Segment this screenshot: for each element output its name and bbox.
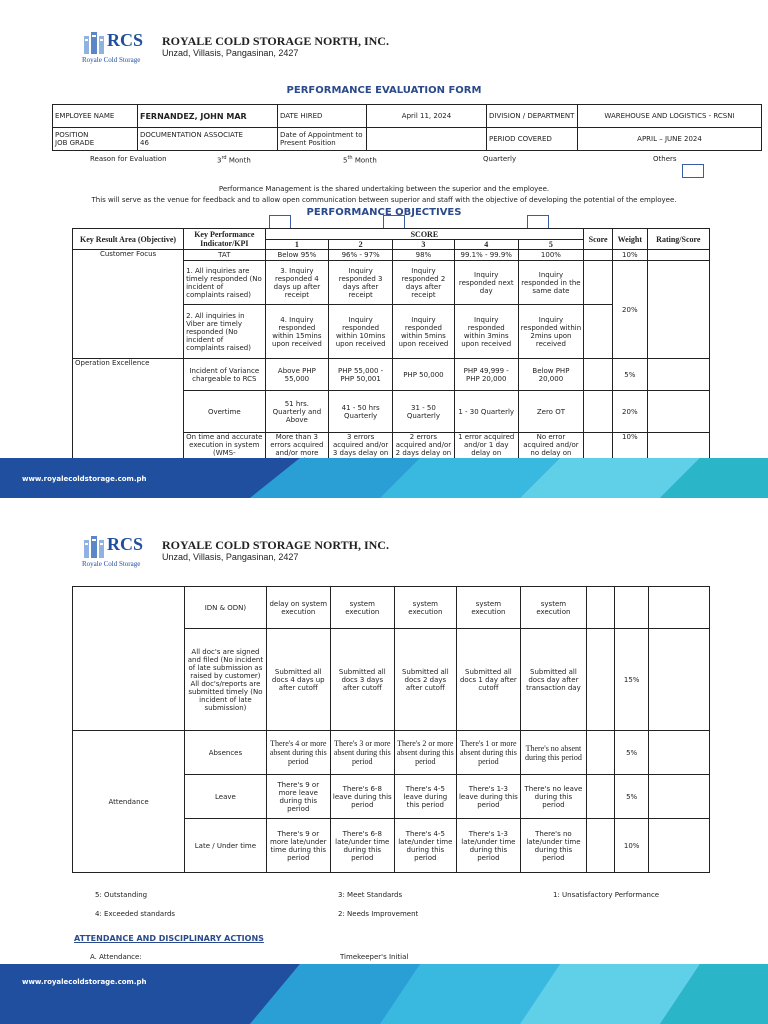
score-input[interactable]: [586, 629, 614, 731]
rating-input[interactable]: [647, 261, 709, 359]
score-cell: There's 1-3 leave during this period: [456, 775, 520, 819]
rating-input[interactable]: [649, 587, 710, 629]
logo-text: RCS: [107, 30, 144, 50]
score-cell: Submitted all docs 2 days after cutoff: [394, 629, 456, 731]
score-cell: 3 errors acquired and/or 3 days delay on: [329, 433, 393, 481]
score-cell: Below 95%: [265, 250, 329, 261]
score-cell: system execution: [456, 587, 520, 629]
kpi-header: Key Performance Indicator/KPI: [184, 229, 265, 250]
legend-outstanding: 5: Outstanding: [95, 891, 148, 899]
score-input[interactable]: [584, 261, 613, 305]
3rd-month-checkbox[interactable]: [269, 215, 291, 229]
intro-line-2: This will serve as the venue for feedback and to allow open communication between superior and staff with the objective of developing the potential of the employee.: [91, 196, 677, 204]
objectives-table-page1: [72, 228, 710, 481]
division-label: DIVISION / DEPARTMENT: [487, 105, 578, 128]
score-cell: Inquiry responded within 3mins upon received: [454, 305, 518, 359]
intro-line-1: Performance Management is the shared undertaking between the superior and the employee.: [218, 185, 550, 193]
score-cell: 96% - 97%: [329, 250, 393, 261]
appointment-label: Date of Appointment to Present Position: [278, 128, 367, 151]
date-hired-value: April 11, 2024: [367, 105, 487, 128]
score-input[interactable]: [584, 391, 613, 433]
score-cell: Inquiry responded within 2mins upon received: [518, 305, 584, 359]
score-cell: Submitted all docs 1 day after cutoff: [456, 629, 520, 731]
company-name: ROYALE COLD STORAGE NORTH, INC.: [162, 538, 389, 552]
period-value: APRIL – JUNE 2024: [578, 128, 762, 151]
position-value: DOCUMENTATION ASSOCIATE: [140, 131, 243, 139]
score-input[interactable]: [586, 731, 614, 775]
footer-url[interactable]: www.royalecoldstorage.com.ph: [22, 978, 147, 986]
score-cell: Submitted all docs 4 days up after cutoff: [266, 629, 330, 731]
score-cell: There's 6-8 leave during this period: [330, 775, 394, 819]
kpi-cell: TAT: [184, 250, 265, 261]
rating-input[interactable]: [647, 359, 709, 391]
weight-cell: [614, 587, 648, 629]
legend-unsatisfactory: 1: Unsatisfactory Performance: [553, 891, 660, 899]
division-value: WAREHOUSE AND LOGISTICS - RCSNI: [578, 105, 762, 128]
kpi-cell: 2. All inquiries in Viber are timely responded (No incident of complaints raised): [184, 305, 265, 359]
weight-cell: 10%: [614, 819, 648, 873]
table-row-tat: [73, 250, 710, 261]
reason-label: Reason for Evaluation: [90, 155, 167, 163]
rating-input[interactable]: [649, 629, 710, 731]
score-cell: Inquiry responded in the same date: [518, 261, 584, 305]
weight-cell: 5%: [614, 731, 648, 775]
objectives-title: PERFORMANCE OBJECTIVES: [306, 207, 462, 218]
table-row-variance: [73, 359, 710, 391]
page-footer-2: [0, 964, 768, 1024]
quarterly-checkbox[interactable]: [527, 215, 549, 229]
rating-input[interactable]: [649, 731, 710, 775]
table-row-ontime-continued: [73, 587, 710, 629]
score-cell: 100%: [518, 250, 584, 261]
kpi-cell: 1. All inquiries are timely responded (No incident of complaints raised): [184, 261, 265, 305]
score-cell: PHP 50,000: [393, 359, 455, 391]
logo-subtitle: Royale Cold Storage: [82, 560, 141, 568]
page-footer-1: [0, 458, 768, 498]
attendance-section-title: ATTENDANCE AND DISCIPLINARY ACTIONS: [74, 934, 264, 943]
score-cell: 31 - 50 Quarterly: [393, 391, 455, 433]
score-cell: 51 hrs. Quarterly and Above: [265, 391, 329, 433]
objectives-table-page2: [72, 586, 710, 873]
legend-needs-improvement: 2: Needs Improvement: [338, 910, 419, 918]
footer-banner: [0, 964, 768, 1024]
score-cell: PHP 49,999 - PHP 20,000: [454, 359, 518, 391]
score-cell: 1 - 30 Quarterly: [454, 391, 518, 433]
score-cell: Inquiry responded within 10mins upon received: [329, 305, 393, 359]
kra-operation-excellence-continued: [73, 587, 185, 731]
score-cell: Inquiry responded next day: [454, 261, 518, 305]
score-cell: system execution: [394, 587, 456, 629]
appointment-value: [367, 128, 487, 151]
score-cell: No error acquired and/or no delay on: [518, 433, 584, 481]
score-cell: There's 4-5 leave during this period: [394, 775, 456, 819]
kpi-cell: Leave: [185, 775, 267, 819]
rating-input[interactable]: [647, 250, 709, 261]
rating-input[interactable]: [649, 775, 710, 819]
score-3-header: 3: [393, 240, 455, 250]
reason-option-others: Others: [653, 155, 677, 163]
period-label: PERIOD COVERED: [487, 128, 578, 151]
score-cell: There's 1 or more absent during this period: [456, 731, 520, 775]
weight-cell: 10%: [612, 433, 647, 481]
kra-customer-focus: Customer Focus: [73, 250, 184, 359]
score-2-header: 2: [329, 240, 393, 250]
score-cell: 4. Inquiry responded within 15mins upon received: [265, 305, 329, 359]
employee-name-label: EMPLOYEE NAME: [53, 105, 138, 128]
employee-info-table: [52, 104, 762, 151]
score-cell: Zero OT: [518, 391, 584, 433]
score-cell: Above PHP 55,000: [265, 359, 329, 391]
kpi-cell: On time and accurate execution in system (WMS-: [184, 433, 265, 481]
weight-cell: 20%: [612, 391, 647, 433]
reason-option-quarterly: Quarterly: [483, 155, 517, 163]
kpi-cell: Absences: [185, 731, 267, 775]
table-row-absences: [73, 731, 710, 775]
weight-cell: 10%: [612, 250, 647, 261]
score-cell: Inquiry responded 3 days after receipt: [329, 261, 393, 305]
weight-header: Weight: [612, 229, 647, 250]
logo-subtitle: Royale Cold Storage: [82, 56, 141, 64]
score-cell: system execution: [520, 587, 586, 629]
score-cell: There's 3 or more absent during this period: [330, 731, 394, 775]
position-grade-value: [138, 128, 278, 151]
score-cell: Inquiry responded within 5mins upon received: [393, 305, 455, 359]
score-cell: There's 4-5 late/under time during this period: [394, 819, 456, 873]
company-name: ROYALE COLD STORAGE NORTH, INC.: [162, 34, 389, 48]
score-cell: Submitted all docs day after transaction day: [520, 629, 586, 731]
score-cell: 3. Inquiry responded 4 days up after receipt: [265, 261, 329, 305]
company-address: Unzad, Villasis, Pangasinan, 2427: [162, 48, 299, 58]
score-cell: There's 4 or more absent during this period: [266, 731, 330, 775]
legend-exceeded: 4: Exceeded standards: [95, 910, 176, 918]
building-icon: [82, 534, 108, 560]
score-input[interactable]: [584, 250, 613, 261]
weight-cell: 15%: [614, 629, 648, 731]
position-label: POSITION: [55, 131, 89, 139]
score-4-header: 4: [454, 240, 518, 250]
weight-cell: 5%: [614, 775, 648, 819]
rating-input[interactable]: [649, 819, 710, 873]
score-cell: 1 error acquired and/or 1 day delay on: [454, 433, 518, 481]
company-logo: [80, 28, 156, 68]
score-col-header: Score: [584, 229, 613, 250]
kra-attendance: Attendance: [73, 731, 185, 873]
score-cell: Below PHP 20,000: [518, 359, 584, 391]
score-cell: There's 1-3 late/under time during this period: [456, 819, 520, 873]
score-cell: There's 9 or more late/under time during this period: [266, 819, 330, 873]
employee-name-value: FERNANDEZ, JOHN MAR: [138, 105, 278, 128]
score-cell: Inquiry responded 2 days after receipt: [393, 261, 455, 305]
company-logo: [80, 532, 156, 572]
score-cell: 2 errors acquired and/or 2 days delay on: [393, 433, 455, 481]
page-2: [0, 512, 768, 1024]
reason-option-3rd-month: 3rd Month: [217, 155, 251, 165]
score-input[interactable]: [586, 775, 614, 819]
kpi-cell: Late / Under time: [185, 819, 267, 873]
legend-meet: 3: Meet Standards: [338, 891, 403, 899]
score-cell: More than 3 errors acquired and/or more: [265, 433, 329, 481]
score-input[interactable]: [586, 587, 614, 629]
kpi-cell: Incident of Variance chargeable to RCS: [184, 359, 265, 391]
job-grade-value: 46: [140, 139, 149, 147]
weight-cell: 5%: [612, 359, 647, 391]
score-1-header: 1: [265, 240, 329, 250]
page-1: [0, 0, 768, 490]
position-grade-label: [53, 128, 138, 151]
kpi-cell: IDN & ODN): [185, 587, 267, 629]
rating-header: Rating/Score: [647, 229, 709, 250]
score-cell: There's 6-8 late/under time during this period: [330, 819, 394, 873]
attendance-item-a: A. Attendance:: [90, 953, 142, 961]
score-header: SCORE: [265, 229, 584, 240]
score-cell: There's 2 or more absent during this period: [394, 731, 456, 775]
kpi-cell: All doc's are signed and filed (No incident of late submission as raised by customer) All doc's/reports are submitted timely (No incident of late submission): [185, 629, 267, 731]
footer-url[interactable]: www.royalecoldstorage.com.ph: [22, 475, 147, 483]
score-cell: There's 9 or more leave during this period: [266, 775, 330, 819]
reason-option-5th-month: 5th Month: [343, 155, 377, 165]
score-input[interactable]: [584, 359, 613, 391]
kra-header: Key Result Area (Objective): [73, 229, 184, 250]
score-input[interactable]: [584, 305, 613, 359]
score-cell: There's no absent during this period: [520, 731, 586, 775]
score-cell: 99.1% - 99.9%: [454, 250, 518, 261]
score-cell: Submitted all docs 3 days after cutoff: [330, 629, 394, 731]
score-cell: delay on system execution: [266, 587, 330, 629]
score-cell: There's no late/under time during this period: [520, 819, 586, 873]
score-input[interactable]: [586, 819, 614, 873]
company-address: Unzad, Villasis, Pangasinan, 2427: [162, 552, 299, 562]
kpi-cell: Overtime: [184, 391, 265, 433]
score-cell: 98%: [393, 250, 455, 261]
score-cell: PHP 55,000 - PHP 50,001: [329, 359, 393, 391]
score-cell: 41 - 50 hrs Quarterly: [329, 391, 393, 433]
form-title: PERFORMANCE EVALUATION FORM: [286, 85, 482, 96]
score-cell: system execution: [330, 587, 394, 629]
rating-input[interactable]: [647, 391, 709, 433]
score-5-header: 5: [518, 240, 584, 250]
5th-month-checkbox[interactable]: [383, 215, 405, 229]
weight-cell: 20%: [612, 261, 647, 359]
others-checkbox[interactable]: [682, 164, 704, 178]
job-grade-label: JOB GRADE: [55, 139, 95, 147]
date-hired-label: DATE HIRED: [278, 105, 367, 128]
building-icon: [82, 30, 108, 56]
kra-operation-excellence: Operation Excellence: [73, 359, 184, 481]
score-cell: There's no leave during this period: [520, 775, 586, 819]
timekeeper-label: Timekeeper's Initial: [340, 953, 409, 961]
logo-text: RCS: [107, 534, 144, 554]
